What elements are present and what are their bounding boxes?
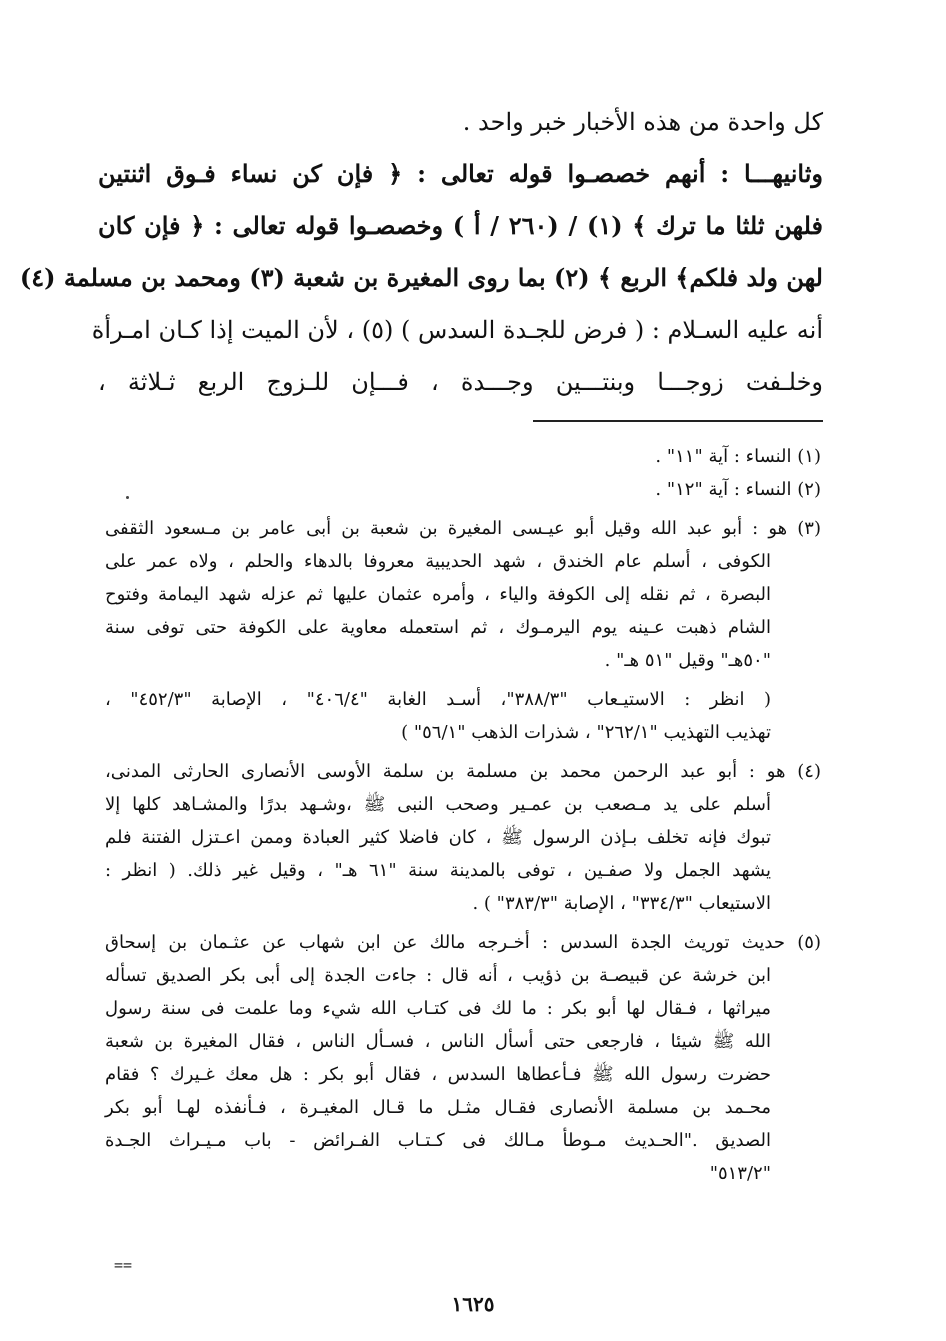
footnote-line: الله ﷺ شيئا ، فارجعى حتى أسأل الناس ، فسـأل الناس ، فقال المغيرة بن شعبة [105, 1031, 771, 1052]
text-line: وخلـفت زوجـــا وبنتـــين وجـــدة ، فـــإن للـزوج الربع ثـلاثة ، [98, 368, 823, 396]
footnote-line: (٣) هو : أبو عبد الله وقيل أبو عيـسى المغيرة بن شعبة بن أبى عامر بن مـسعود الثقفى [105, 518, 821, 539]
footnote-line: "٥١٣/٢" [709, 1163, 771, 1184]
footnote-line: البصرة ، ثم نقله إلى الكوفة والياء ، وأمره عثمان عليها ثم عزله شهد اليمامة وفتوح [105, 584, 771, 605]
text-line: وثانيهـــا : أنهم خصصـوا قوله تعالى : ﴿ فإن كن نساء فـوق اثنتين [98, 159, 823, 188]
footnote-line: "٥٠هـ" وقيل "٥١ هـ" . [604, 650, 771, 671]
footnote-1: (١) النساء : آية "١١" . [655, 446, 821, 467]
footnote-3 [105, 512, 821, 749]
footnote-4 [105, 755, 821, 920]
edge-mark: == [114, 1256, 133, 1274]
footnote-line: ابن خرشة عن قبيصـة بن ذؤيب ، أنه قال : جاءت الجدة إلى أبى بكر الصديق تسأله [105, 965, 771, 986]
footnote-line: حضرت رسول الله ﷺ فـأعطاها السدس ، فقال أبو بكر : هل معك غـيرك ؟ فقام [105, 1064, 771, 1085]
footnote-line: أسلم على يد مـصعب بن عمـير وصحب النبى ﷺ ،وشـهد بدرًا والمشـاهد كلها إلا [105, 794, 771, 815]
footnote-line: الصديق ."الحـديث مـوطأ مـالك فى كـتـاب الفـرائض - باب مـيـراث الجـدة [105, 1130, 771, 1151]
text-line: كل واحدة من هذه الأخبار خبر واحد . [462, 108, 823, 136]
text-line: فلهن ثلثا ما ترك ﴾ (١) / (٢٦٠ / أ ) وخصصـوا قوله تعالى : ﴿ فإن كان [98, 211, 824, 240]
footnote-line: الشام ذهبت عـينه يوم اليرمـوك ، ثم استعمله معاوية على الكوفة حتى توفى سنة [105, 617, 771, 638]
footnote-line: ميراثها ، فـقال لها أبو بكر : ما لك فى كتـاب الله شيء وما علمت فى سنة رسول [105, 998, 771, 1019]
text-line: أنه عليه السـلام : ( فرض للجـدة السدس ) (٥) ، لأن الميت إذا كـان امـرأة [91, 316, 823, 344]
text-line: لهن ولد فلكم﴾ الربع ﴾ (٢) بما روى المغيرة بن شعبة (٣) ومحمد بن مسلمة (٤) [19, 263, 823, 292]
footnote-line: يشهد الجمل ولا صفـين ، توفى بالمدينة سنة "٦١ هـ" ، وقيل غير ذلك. ( انظر : [105, 860, 771, 881]
footnote-line: تهذيب التهذيب "٢٦٢/١" ، شذرات الذهب "٥٦/١" ) [401, 722, 771, 743]
footnote-line: الاستيعاب "٣٣٤/٣" ، الإصابة "٣٨٣/٣" ) . [472, 893, 771, 914]
footnote-2: (٢) النساء : آية "١٢" . [655, 479, 821, 500]
footnote-line: ( انظر : الاستيـعاب "٣٨٨/٣"، أسـد الغابة "٤٠٦/٤" ، الإصابة "٤٥٢/٣" ، [105, 689, 772, 710]
main-text [19, 96, 824, 408]
footnote-5 [105, 926, 821, 1190]
footnotes [105, 440, 821, 1190]
page-number: ١٦٢٥ [451, 1292, 495, 1316]
footnote-divider [533, 420, 823, 422]
footnote-line: (٥) حديث توريث الجدة السدس : أخـرجه مالك عن ابن شهاب عن عثـمان بن إسحاق [105, 932, 821, 953]
footnote-line: تبوك فإنه تخلف بـإذن الرسول ﷺ ، كان فاضلا كثير العبادة وممن اعـتزل الفتنة فلم [105, 827, 771, 848]
scan-speck [126, 496, 129, 499]
footnote-line: محـمد بن مسلمة الأنصارى فقـال مثـل ما قـال المغيـرة ، فـأنفذه لهـا أبو بكر [105, 1097, 771, 1118]
footnote-line: (٤) هو : أبو عبد الرحمن محمد بن مسلمة بن سلمة الأوسى الأنصارى الحارثى المدنى، [105, 761, 821, 782]
footnote-line: الكوفى ، أسلم عام الخندق ، شهد الحديبية معروفا بالدهاء والحلم ، ولاه عمر على [105, 551, 771, 572]
